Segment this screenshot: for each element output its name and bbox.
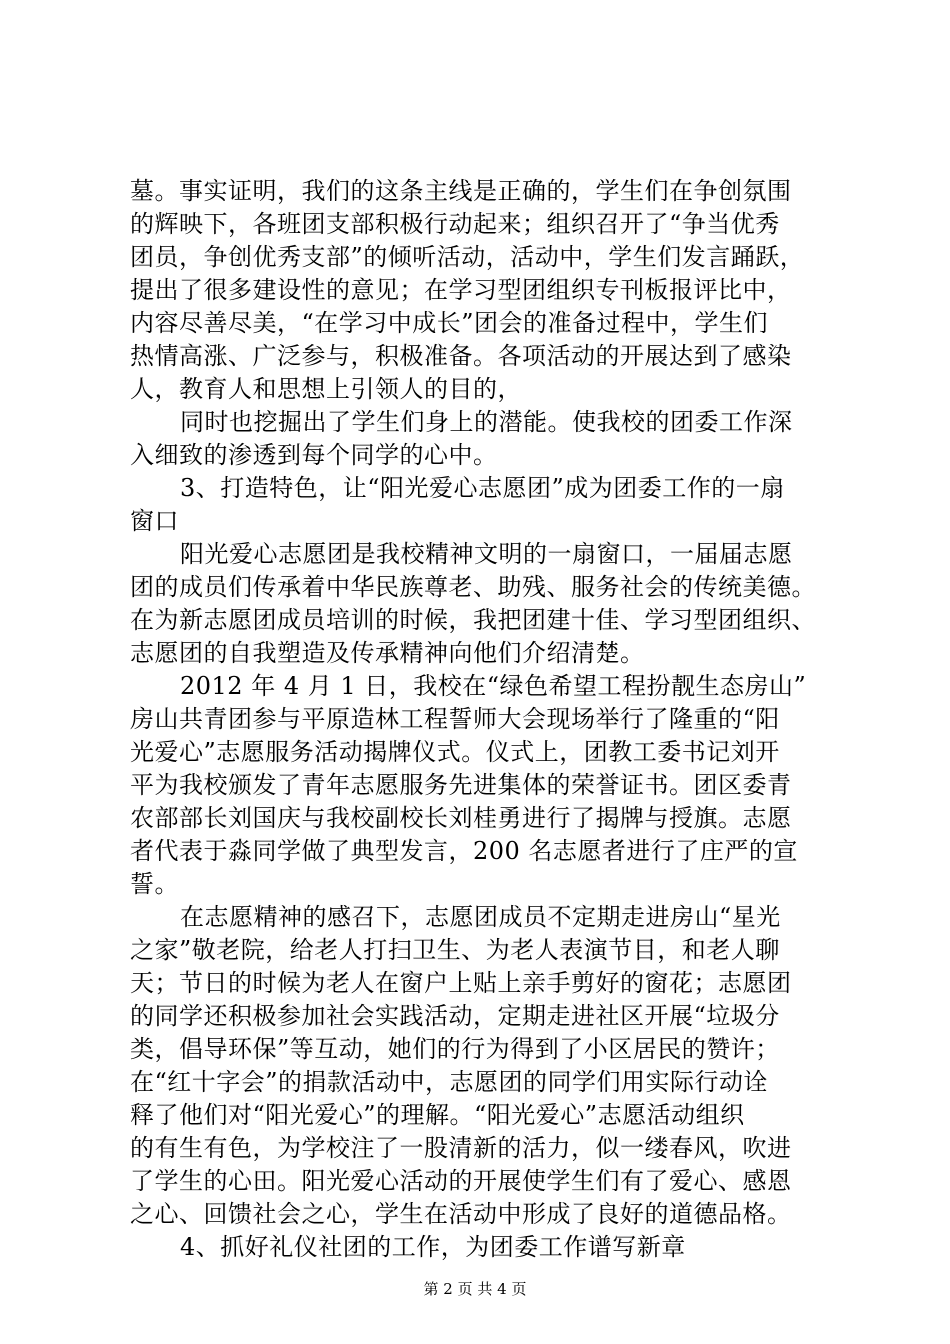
body-line: 墓。事实证明，我们的这条主线是正确的，学生们在争创氛围 <box>130 177 792 205</box>
body-line: 阳光爱心志愿团是我校精神文明的一扇窗口，一届届志愿 <box>180 540 793 568</box>
body-line: 团的成员们传承着中华民族尊老、助残、服务社会的传统美德。 <box>130 573 816 601</box>
body-line: 之心、回馈社会之心，学生在活动中形成了良好的道德品格。 <box>130 1200 792 1228</box>
body-line: 释了他们对“阳光爱心”的理解。“阳光爱心”志愿活动组织 <box>130 1101 745 1129</box>
body-line: 的有生有色，为学校注了一股清新的活力，似一缕春风，吹进 <box>130 1134 792 1162</box>
body-line: 天；节日的时候为老人在窗户上贴上亲手剪好的窗花；志愿团 <box>130 969 792 997</box>
body-line: 平为我校颁发了青年志愿服务先进集体的荣誉证书。团区委青 <box>130 771 792 799</box>
body-line: 了学生的心田。阳光爱心活动的开展使学生们有了爱心、感恩 <box>130 1167 792 1195</box>
body-line: 人，教育人和思想上引领人的目的， <box>130 375 522 403</box>
body-line: 的辉映下，各班团支部积极行动起来；组织召开了“争当优秀 <box>130 210 780 238</box>
body-line: 同时也挖掘出了学生们身上的潜能。使我校的团委工作深 <box>180 408 793 436</box>
body-line: 的同学还积极参加社会实践活动，定期走进社区开展“垃圾分 <box>130 1002 780 1030</box>
body-line: 光爱心”志愿服务活动揭牌仪式。仪式上，团教工委书记刘开 <box>130 738 780 766</box>
body-line: 在志愿精神的感召下，志愿团成员不定期走进房山“星光 <box>180 903 781 931</box>
body-line: 热情高涨、广泛参与，积极准备。各项活动的开展达到了感染 <box>130 342 792 370</box>
body-line: 类，倡导环保”等互动，她们的行为得到了小区居民的赞许； <box>130 1035 780 1063</box>
section-heading: 3、打造特色，让“阳光爱心志愿团”成为团委工作的一扇 <box>180 474 785 502</box>
section-heading: 窗口 <box>130 507 179 535</box>
body-line: 志愿团的自我塑造及传承精神向他们介绍清楚。 <box>130 639 645 667</box>
section-heading: 4、抓好礼仪社团的工作，为团委工作谱写新章 <box>180 1233 686 1261</box>
body-line: 之家”敬老院，给老人打扫卫生、为老人表演节目，和老人聊 <box>130 936 780 964</box>
body-line: 提出了很多建设性的意见；在学习型团组织专刊板报评比中， <box>130 276 792 304</box>
body-line: 在“红十字会”的捐款活动中，志愿团的同学们用实际行动诠 <box>130 1068 769 1096</box>
body-line: 入细致的渗透到每个同学的心中。 <box>130 441 498 469</box>
body-line: 誓。 <box>130 870 179 898</box>
body-line: 团员，争创优秀支部”的倾听活动，活动中，学生们发言踊跃， <box>130 243 805 271</box>
page-number-footer: 第 2 页 共 4 页 <box>423 1280 527 1298</box>
body-line: 在为新志愿团成员培训的时候，我把团建十佳、学习型团组织、 <box>130 606 816 634</box>
body-line: 房山共青团参与平原造林工程誓师大会现场举行了隆重的“阳 <box>130 705 780 733</box>
body-line: 内容尽善尽美，“在学习中成长”团会的准备过程中，学生们 <box>130 309 769 337</box>
body-line: 者代表于淼同学做了典型发言，200 名志愿者进行了庄严的宣 <box>130 837 798 865</box>
body-line: 农部部长刘国庆与我校副校长刘桂勇进行了揭牌与授旗。志愿 <box>130 804 792 832</box>
body-line: 2012 年 4 月 1 日，我校在“绿色希望工程扮靓生态房山” <box>180 672 807 700</box>
